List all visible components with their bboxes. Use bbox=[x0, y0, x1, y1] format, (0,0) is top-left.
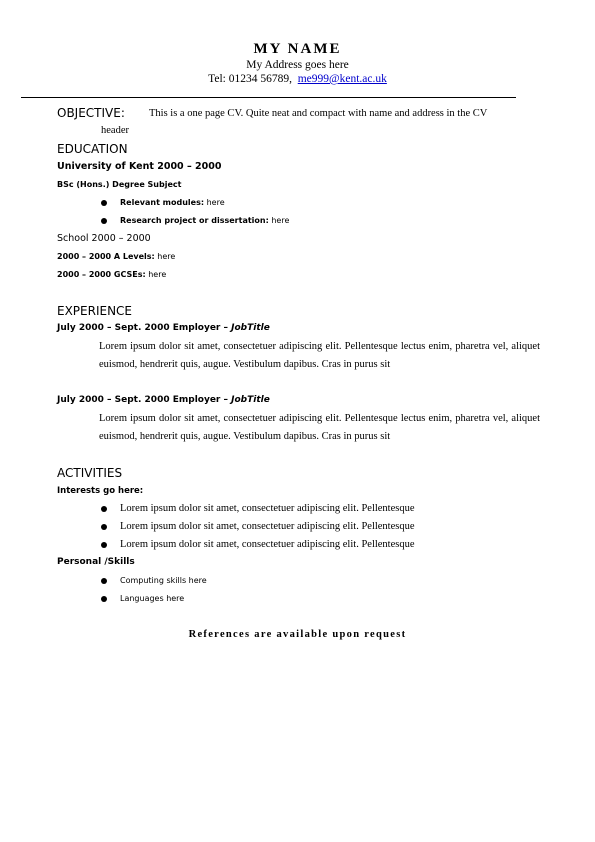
job2-title: JobTitle bbox=[231, 395, 270, 405]
bullet-icon bbox=[101, 578, 107, 584]
bullet-icon bbox=[101, 542, 107, 548]
job1-title: JobTitle bbox=[231, 323, 270, 333]
interests-label: Interests go here: bbox=[57, 486, 144, 496]
objective-text-line2: header bbox=[101, 125, 129, 136]
skill-item: Languages here bbox=[120, 594, 185, 603]
bullet-icon bbox=[101, 200, 107, 206]
activities-heading: ACTIVITIES bbox=[57, 466, 123, 480]
school-line: School 2000 – 2000 bbox=[57, 233, 151, 244]
interest-item: Lorem ipsum dolor sit amet, consectetuer adipiscing elit. Pellentesque bbox=[120, 521, 415, 532]
contact-line bbox=[0, 73, 595, 85]
bullet-icon bbox=[101, 524, 107, 530]
skills-label: Personal /Skills bbox=[57, 557, 135, 567]
job2-description: Lorem ipsum dolor sit amet, consectetuer adipiscing elit. Pellentesque lectus enim, pharetra vel, aliquet euismod, hendrerit quis, augue. Vestibulum dapibus. Cras in purus sit bbox=[99, 413, 540, 442]
edu-bullet-modules: Relevant modules: here bbox=[120, 198, 225, 207]
interest-item: Lorem ipsum dolor sit amet, consectetuer adipiscing elit. Pellentesque bbox=[120, 539, 415, 550]
email-link[interactable]: me999@kent.ac.uk bbox=[297, 73, 387, 85]
job2-header: July 2000 – Sept. 2000 Employer – JobTitle bbox=[57, 395, 270, 405]
bullet-icon bbox=[101, 218, 107, 224]
job1-description: Lorem ipsum dolor sit amet, consectetuer adipiscing elit. Pellentesque lectus enim, pharetra vel, aliquet euismod, hendrerit quis, augue. Vestibulum dapibus. Cras in purus sit bbox=[99, 341, 540, 370]
references-note: References are available upon request bbox=[188, 629, 407, 640]
university-line: University of Kent 2000 – 2000 bbox=[57, 161, 222, 172]
bullet-icon bbox=[101, 596, 107, 602]
degree-line: BSc (Hons.) Degree Subject bbox=[57, 180, 182, 189]
header-divider bbox=[21, 97, 516, 98]
objective-text-line1: This is a one page CV. Quite neat and compact with name and address in the CV bbox=[149, 108, 488, 119]
edu-bullet-research: Research project or dissertation: here bbox=[120, 216, 290, 225]
interest-item: Lorem ipsum dolor sit amet, consectetuer adipiscing elit. Pellentesque bbox=[120, 503, 415, 514]
job1-header: July 2000 – Sept. 2000 Employer – JobTitle bbox=[57, 323, 270, 333]
telephone: Tel: 01234 56789, bbox=[208, 73, 292, 85]
cv-name: MY NAME bbox=[253, 41, 342, 57]
skill-item: Computing skills here bbox=[120, 576, 207, 585]
address: My Address goes here bbox=[246, 59, 349, 71]
bullet-icon bbox=[101, 506, 107, 512]
gcses-line: 2000 – 2000 GCSEs: here bbox=[57, 270, 167, 279]
experience-heading: EXPERIENCE bbox=[57, 304, 133, 318]
alevels-line: 2000 – 2000 A Levels: here bbox=[57, 252, 176, 261]
objective-heading: OBJECTIVE: bbox=[57, 106, 125, 120]
education-heading: EDUCATION bbox=[57, 142, 128, 156]
